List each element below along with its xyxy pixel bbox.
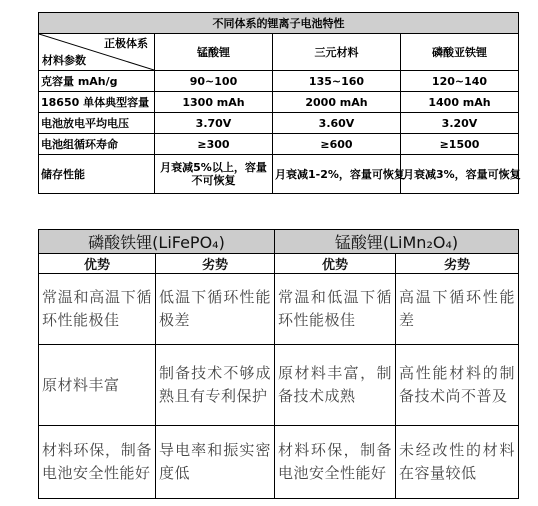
row-label: 18650 单体典型容量 <box>39 92 155 113</box>
table-cell: 原材料丰富，制备技术成熟 <box>275 345 396 426</box>
subheader-advantage: 优势 <box>39 254 156 274</box>
subheader-advantage: 优势 <box>275 254 396 274</box>
subheader-disadvantage: 劣势 <box>396 254 519 274</box>
column-header: 锰酸锂 <box>155 34 273 71</box>
column-header: 三元材料 <box>273 34 401 71</box>
table-title: 不同体系的锂离子电池特性 <box>39 13 519 34</box>
table-row <box>39 345 519 426</box>
group-header-lifepo4: 磷酸铁锂(LiFePO₄) <box>39 230 275 254</box>
table-cell: 3.70V <box>155 113 273 134</box>
table-cell: 高性能材料的制备技术尚不普及 <box>396 345 519 426</box>
table-cell: ≥1500 <box>401 134 519 155</box>
table-cell: 常温和低温下循环性能极佳 <box>275 274 396 345</box>
corner-top-label: 正极体系 <box>104 37 148 50</box>
table-cell: 月衰减3%，容量可恢复 <box>401 155 519 194</box>
table-cell: 导电率和振实密度低 <box>156 426 275 499</box>
table-cell: 材料环保，制备电池安全性能好 <box>275 426 396 499</box>
battery-characteristics-table <box>38 12 519 194</box>
cathode-comparison-table <box>38 229 519 499</box>
table-cell: 高温下循环性能差 <box>396 274 519 345</box>
table-row <box>39 155 519 194</box>
table-cell: 3.20V <box>401 113 519 134</box>
row-label: 克容量 mAh/g <box>39 71 155 92</box>
table-row <box>39 134 519 155</box>
table-cell: 1300 mAh <box>155 92 273 113</box>
table-cell: 材料环保，制备电池安全性能好 <box>39 426 156 499</box>
corner-header-cell <box>39 34 155 71</box>
table-cell: ≥600 <box>273 134 401 155</box>
table-cell: 3.60V <box>273 113 401 134</box>
table-cell: 2000 mAh <box>273 92 401 113</box>
table-cell: 常温和高温下循环性能极佳 <box>39 274 156 345</box>
table-cell: 制备技术不够成熟且有专利保护 <box>156 345 275 426</box>
table-cell: 原材料丰富 <box>39 345 156 426</box>
table-cell: 月衰减5%以上，容量不可恢复 <box>155 155 273 194</box>
group-header-limn2o4: 锰酸锂(LiMn₂O₄) <box>275 230 519 254</box>
row-label: 电池放电平均电压 <box>39 113 155 134</box>
table-cell: ≥300 <box>155 134 273 155</box>
table-cell: 月衰减1-2%，容量可恢复 <box>273 155 401 194</box>
table-cell: 135~160 <box>273 71 401 92</box>
table-row <box>39 71 519 92</box>
table-row <box>39 92 519 113</box>
table-cell: 1400 mAh <box>401 92 519 113</box>
corner-bottom-label: 材料参数 <box>42 54 86 67</box>
table-cell: 低温下循环性能极差 <box>156 274 275 345</box>
row-label: 电池组循环寿命 <box>39 134 155 155</box>
table-row <box>39 274 519 345</box>
row-label: 储存性能 <box>39 155 155 194</box>
table-cell: 90~100 <box>155 71 273 92</box>
table-row <box>39 426 519 499</box>
subheader-disadvantage: 劣势 <box>156 254 275 274</box>
table-cell: 120~140 <box>401 71 519 92</box>
table-cell: 未经改性的材料在容量较低 <box>396 426 519 499</box>
column-header: 磷酸亚铁锂 <box>401 34 519 71</box>
table-row <box>39 113 519 134</box>
